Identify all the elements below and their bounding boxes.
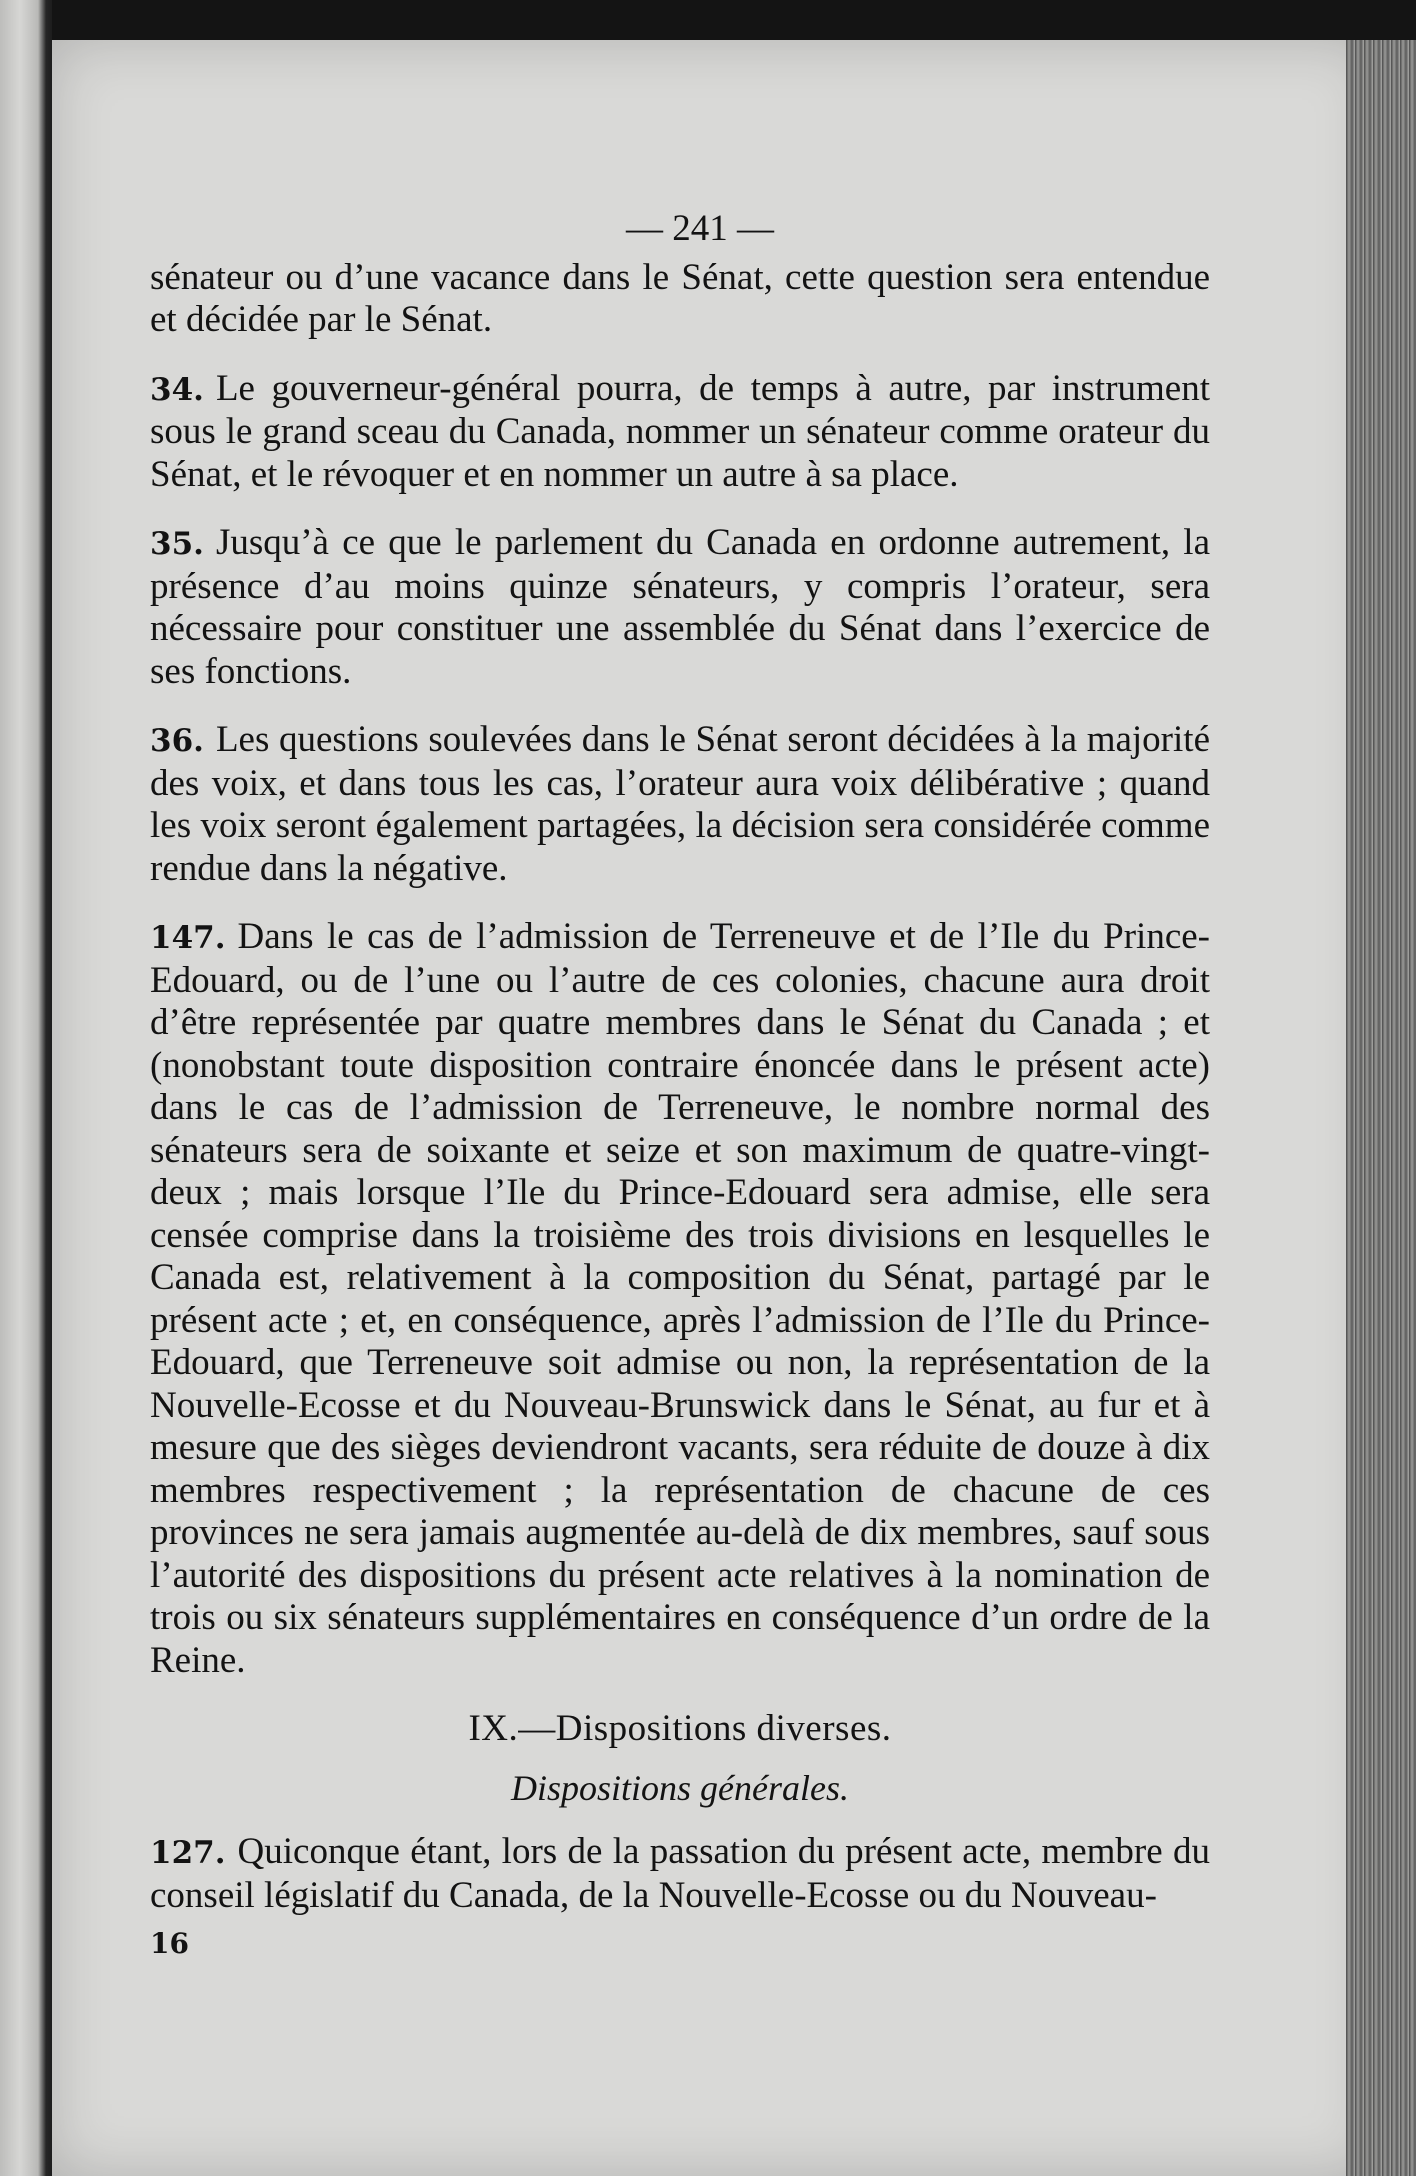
article-text: Dans le cas de l’admission de Terreneuve et de l’Ile du Prince-Edouard, ou de l’une ou l’autre de ces colonies, chacune aura droit d’être représentée par quatre membres dans le Sénat du Canada ; et (nonobstant toute disposition contraire énoncée dans le présent acte) dans le cas de l’admission de Terreneuve, le nombre normal des sénateurs sera de soixante et seize et son maximum de quatre-vingt-deux ; mais lorsque l’Ile du Prince-Edouard sera admise, elle sera censée comprise dans la troisième des trois divisions en lesquelles le Canada est, relativement à la composition du Sénat, partagé par le présent acte ; et, en conséquence, après l’admission de l’Ile du Prince-Edouard, que Terreneuve soit admise ou non, la représentation de la Nouvelle-Ecosse et du Nouveau-Brunswick dans le Sénat, au fur et à mesure que des sièges deviendront vacants, sera réduite de douze à dix membres respectivement ; la représentation de chacune de ces provinces ne sera jamais augmentée au-delà de dix membres, sauf sous l’autorité des dispositions du présent acte relatives à la nomination de trois ou six sénateurs supplémentaires en conséquence d’un ordre de la Reine. [150, 916, 1210, 1681]
article-36 [150, 719, 1210, 890]
signature-mark: 16 [150, 1927, 189, 1960]
article-34 [150, 368, 1210, 497]
book-page-edges [1346, 40, 1416, 2176]
article-number: 36. [150, 723, 204, 759]
paragraph-continuation [150, 257, 1210, 342]
article-35 [150, 522, 1210, 693]
page-text [150, 208, 1210, 1966]
article-147 [150, 916, 1210, 1682]
article-text: Jusqu’à ce que le parlement du Canada en ordonne autrement, la présence d’au moins quinze sénateurs, y compris l’orateur, sera nécessaire pour constituer une assemblée du Sénat dans l’exercice de ses fonctions. [150, 522, 1210, 692]
article-number: 127. [150, 1835, 226, 1871]
article-number: 34. [150, 371, 204, 408]
page-number: — 241 — [626, 208, 774, 249]
article-number: 35. [150, 526, 204, 562]
paragraph-text: sénateur ou d’une vacance dans le Sénat, cette question sera entendue et décidée par le Sénat. [150, 256, 1210, 340]
section-subheading: Dispositions générales. [511, 1767, 849, 1808]
article-number: 147. [150, 920, 226, 956]
adjacent-page-edge [0, 0, 52, 2176]
article-text: Quiconque étant, lors de la passation du présent acte, membre du conseil législatif du Canada, de la Nouvelle-Ecosse ou du Nouveau- [150, 1831, 1210, 1916]
article-text: Les questions soulevées dans le Sénat seront décidées à la majorité des voix, et dans tous les cas, l’orateur aura voix délibérative ; quand les voix seront également partagées, la décision sera considérée comme rendue dans la négative. [150, 719, 1210, 889]
article-text: Le gouverneur-général pourra, de temps à autre, par instrument sous le grand sceau du Canada, nommer un sénateur comme orateur du Sénat, et le révoquer et en nommer un autre à sa place. [150, 367, 1210, 495]
section-heading: IX.—Dispositions diverses. [468, 1708, 892, 1749]
article-127 [150, 1831, 1210, 1917]
